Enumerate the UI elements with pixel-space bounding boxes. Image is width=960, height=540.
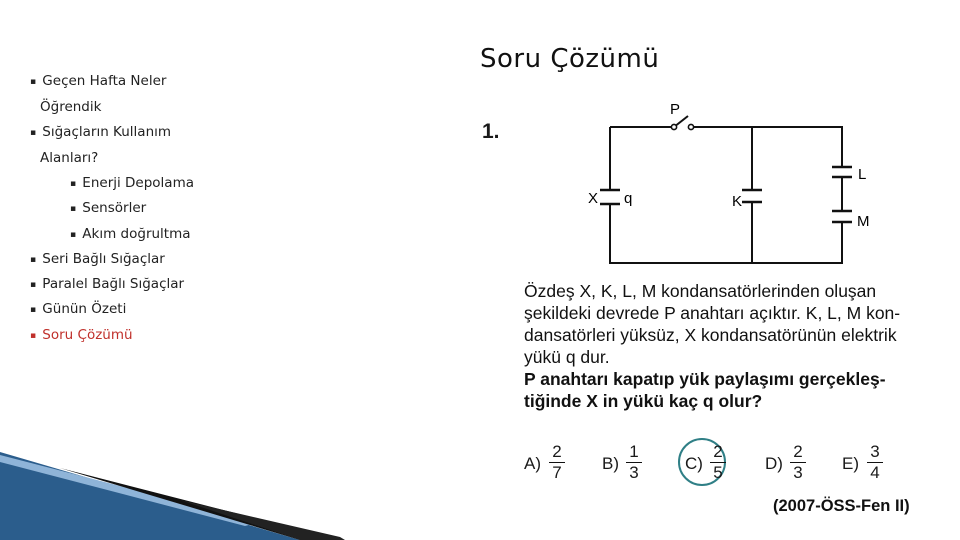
agenda-item-continued: Öğrendik bbox=[40, 99, 102, 115]
question-text bbox=[524, 280, 944, 412]
option-d-fraction: $\frac{2}{3}$ bbox=[790, 442, 806, 483]
agenda-subitem[interactable]: ▪ Akım doğrultma bbox=[70, 226, 191, 242]
question-prompt-line: P anahtarı kapatıp yük paylaşımı gerçekleş- bbox=[524, 369, 886, 389]
question-line: yükü q dur. bbox=[524, 347, 610, 367]
agenda-item-continued: Alanları? bbox=[40, 150, 99, 166]
answer-options: A) $\frac{2}{7}$ B) $\frac{1}{3}$ C) $\frac{2}{5}$ D) $\frac{2}{3}$ E) $\frac{3}{4}$ bbox=[524, 442, 944, 492]
agenda-item[interactable]: ▪ Sığaçların Kullanım bbox=[30, 124, 172, 140]
agenda-item-active[interactable]: ▪ Soru Çözümü bbox=[30, 327, 133, 343]
slide-title: Soru Çözümü bbox=[480, 44, 660, 74]
question-number: 1. bbox=[482, 120, 500, 143]
question-prompt-line: tiğinde X in yükü kaç q olur? bbox=[524, 391, 763, 411]
option-c-fraction: $\frac{2}{5}$ bbox=[710, 442, 726, 483]
capacitor-x-label: X bbox=[588, 190, 599, 207]
option-b-fraction: $\frac{1}{3}$ bbox=[626, 442, 642, 483]
agenda-subitem[interactable]: ▪ Sensörler bbox=[70, 200, 147, 216]
question-source: (2007-ÖSS-Fen II) bbox=[773, 497, 910, 515]
option-e-fraction: $\frac{3}{4}$ bbox=[867, 442, 883, 483]
capacitor-l-label: L bbox=[858, 166, 867, 183]
agenda-item[interactable]: ▪ Geçen Hafta Neler bbox=[30, 73, 167, 89]
capacitor-k-label: K bbox=[732, 193, 743, 210]
charge-q-label: q bbox=[624, 190, 633, 207]
switch-label: P bbox=[670, 101, 681, 118]
question-line: dansatörleri yüksüz, X kondansatörünün elektrik bbox=[524, 325, 897, 345]
circuit-diagram bbox=[560, 95, 890, 275]
agenda-subitem[interactable]: ▪ Enerji Depolama bbox=[70, 175, 195, 191]
question-line: şekildeki devrede P anahtarı açıktır. K, L, M kon- bbox=[524, 303, 901, 323]
option-a-fraction: $\frac{2}{7}$ bbox=[549, 442, 565, 483]
agenda-item[interactable]: ▪ Seri Bağlı Sığaçlar bbox=[30, 251, 165, 267]
capacitor-m-label: M bbox=[857, 213, 870, 230]
question-line: Özdeş X, K, L, M kondansatörlerinden oluşan bbox=[524, 281, 877, 301]
agenda-item[interactable]: ▪ Paralel Bağlı Sığaçlar bbox=[30, 276, 185, 292]
agenda-item[interactable]: ▪ Günün Özeti bbox=[30, 301, 127, 317]
